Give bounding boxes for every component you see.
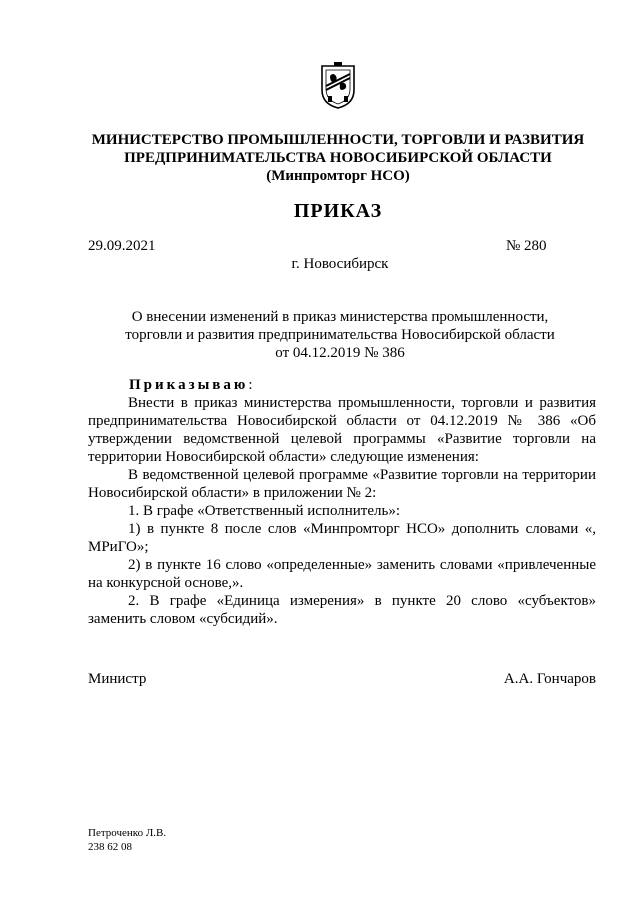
subject-line-2: торговли и развития предпринимательства Новосибирской области [125,327,555,343]
subject-line-1: О внесении изменений в приказ министерства промышленности, [131,309,549,325]
paragraph: 2. В графе «Единица измерения» в пункте 20 слово «субъектов» заменить словом «субсидий». [88,593,596,627]
ministry-header [60,131,616,185]
header-line-3: (Минпромторг НСО) [266,168,410,184]
document-number: № 280 [506,238,547,254]
document-subject [120,308,560,362]
preamble-word: Приказываю [129,377,249,393]
executor-info [88,826,166,854]
paragraph: 2) в пункте 16 слово «определенные» заменить словами «привлеченные на конкурсной основе,». [88,557,596,591]
paragraph: 1. В графе «Ответственный исполнитель»: [128,503,401,519]
subject-line-3: от 04.12.2019 № 386 [275,345,405,361]
header-line-2: ПРЕДПРИНИМАТЕЛЬСТВА НОВОСИБИРСКОЙ ОБЛАСТИ [124,150,552,166]
document-type: ПРИКАЗ [293,200,383,222]
executor-name: Петроченко Л.В. [88,827,167,839]
preamble-suffix: : [248,377,253,393]
executor-phone: 238 62 08 [88,841,132,853]
coat-of-arms-icon [318,60,358,110]
document-date: 29.09.2021 [88,238,156,254]
header-line-1: МИНИСТЕРСТВО ПРОМЫШЛЕННОСТИ, ТОРГОВЛИ И РАЗВИТИЯ [91,132,585,148]
paragraph: 1) в пункте 8 после слов «Минпромторг НСО» дополнить словами «, МРиГО»; [88,521,596,555]
preamble [129,377,253,394]
signer-name: А.А. Гончаров [503,671,596,687]
paragraph: В ведомственной целевой программе «Развитие торговли на территории Новосибирской области» в приложении № 2: [88,467,596,501]
document-city: г. Новосибирск [291,256,389,272]
signer-title: Министр [88,671,147,687]
paragraph: Внести в приказ министерства промышленности, торговли и развития предпринимательства Новосибирской области от 04.12.2019 № 386 «Об утверждении ведомственной целевой программы «Развитие торговли на территории Новосибирской области» следующие изменения: [88,395,596,465]
document-body [88,394,596,628]
